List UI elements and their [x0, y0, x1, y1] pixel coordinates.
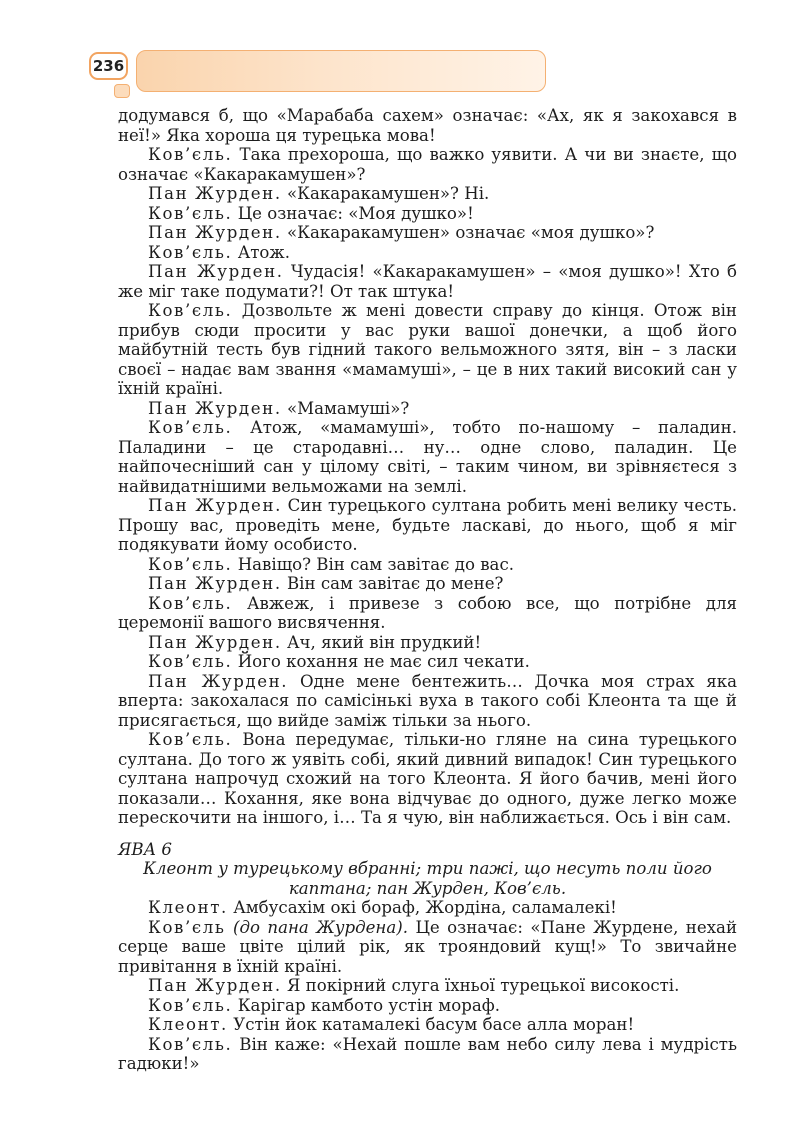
speaker-name: Ков’єль.	[148, 1034, 233, 1054]
dialogue-line: Ков’єль. Навіщо? Він сам завітає до вас.	[148, 554, 515, 574]
speaker-name: Клеонт.	[148, 1015, 228, 1034]
dialogue-line: Ков’єль. Його кохання не має сил чекати.	[148, 652, 530, 671]
dialogue-line: Пан Журден. «Какаракамушен»? Ні.	[148, 184, 490, 203]
speaker-name: Ков’єль.	[148, 145, 233, 164]
dialogue-line: Клеонт. Устін йок катамалекі басум басе алла моран!	[148, 1015, 635, 1034]
dialogue-line: Пан Журден. Він сам завітає до мене?	[148, 574, 504, 593]
speaker-name: Ков’єль.	[148, 203, 233, 223]
dialogue-line: Пан Журден. Син турецького султана робить мені велику честь. Прошу вас, проведіть мене, будьте ласкаві, до нього, щоб я міг подякувати йому особисто.	[118, 496, 738, 554]
speaker-name: Пан Журден.	[148, 976, 282, 995]
page-content	[118, 106, 737, 1074]
speaker-name: Ков’єль.	[148, 652, 233, 671]
speaker-name: Пан Журден.	[148, 574, 282, 593]
dialogue-line: додумався б, що «Марабаба сахем» означає: «Ах, як я закохався в неї!» Яка хороша ця турецька мова!	[118, 106, 737, 145]
scene-title: ЯВА 6	[118, 839, 172, 859]
speaker-name: Клеонт.	[148, 898, 228, 917]
dialogue-line: Ков’єль. Авжеж, і привезе з собою все, що потрібне для церемонії вашого висвячення.	[118, 593, 738, 632]
dialogue-line: Пан Журден. «Какаракамушен» означає «моя душко»?	[148, 223, 655, 242]
stage-direction: (до пана Журдена).	[232, 917, 409, 937]
speaker-name: Ков’єль.	[148, 554, 233, 574]
speaker-name: Пан Журден.	[148, 496, 282, 515]
speaker-name: Ков’єль.	[148, 995, 233, 1015]
dialogue-line: Пан Журден. Я покірний слуга їхньої турецької високості.	[148, 976, 680, 995]
dialogue-line: Ков’єль. Карігар камбото устін мораф.	[148, 995, 500, 1015]
dialogue-line: Ков’єль. Він каже: «Нехай пошле вам небо силу лева і мудрість гадюки!»	[118, 1034, 737, 1073]
speaker-name: Ков’єль.	[148, 593, 233, 613]
dialogue-line: Ков’єль. Атож.	[148, 242, 290, 262]
page-number: 236	[89, 52, 128, 80]
dialogue-line: Ков’єль. Атож, «мамамуші», тобто по-нашому – паладин. Паладини – це стародавні… ну… одне слово, паладин. Це найпочесніший сан у цілому світі, – таким чином, ви зрівняєтеся з найвидатнішими вельможами на землі.	[118, 418, 737, 496]
dialogue-line: Ков’єль. Така прехороша, що важко уявити. А чи ви знаєте, що означає «Какаракамушен»?	[118, 145, 737, 184]
dialogue-line: Пан Журден. Ач, який він прудкий!	[148, 632, 482, 652]
speaker-name: Ков’єль.	[148, 730, 233, 749]
speaker-name: Ков’єль	[148, 917, 226, 937]
dialogue-line: Ков’єль. Вона передумає, тільки-но гляне на сина турецького султана. До того ж уявіть собі, який дивний випадок! Син турецького султана напрочуд схожий на того Клеонта. Я його бачив, мені його показали… Кохання, яке вона відчуває до одного, дуже легко може перескочити на іншого, і… Та я чую, він наближається. Ось і він сам.	[118, 730, 737, 827]
dialogue-line: Пан Журден. Чудасія! «Какаракамушен» – «моя душко»! Хто б же міг таке подумати?! От так штука!	[118, 262, 737, 301]
speaker-name: Ков’єль.	[148, 242, 233, 262]
speaker-name: Пан Журден.	[148, 632, 282, 652]
speaker-name: Пан Журден.	[148, 223, 282, 242]
page-header-bar	[136, 50, 546, 92]
speaker-name: Ков’єль.	[148, 418, 233, 437]
dialogue-line: Ков’єль (до пана Журдена). Це означає: «Пане Журдене, нехай серце ваше цвіте цілий рік, як трояндовий кущ!» То звичайне привітання в їхній країні.	[118, 917, 738, 976]
speaker-name: Пан Журден.	[148, 262, 284, 281]
scene-description: Клеонт у турецькому вбранні; три пажі, що несуть поли його каптана; пан Журден, Ков’єль.	[143, 859, 712, 898]
dialogue-line: Пан Журден. Одне мене бентежить… Дочка моя страх яка вперта: закохалася по самісінькі вуха в такого собі Клеонта та ще й присягається, що вийде заміж тільки за нього.	[118, 671, 737, 730]
page-header-tab	[114, 84, 130, 98]
speaker-name: Пан Журден.	[148, 184, 282, 203]
speaker-name: Пан Журден.	[148, 398, 282, 418]
speaker-name: Пан Журден.	[148, 671, 289, 691]
dialogue-line: Ков’єль. Дозвольте ж мені довести справу до кінця. Отож він прибув сюди просити у вас руки вашої донечки, а щоб його майбутній тесть був гідний такого вельможного зятя, він – з ласки своєї – надає вам звання «мамамуші», – це в них такий високий сан у їхній країні.	[118, 301, 737, 398]
dialogue-line: Ков’єль. Це означає: «Моя душко»!	[148, 203, 474, 223]
speaker-name: Ков’єль.	[148, 301, 233, 320]
dialogue-line: Клеонт. Амбусахім окі бораф, Жордіна, саламалекі!	[148, 898, 617, 917]
dialogue-line: Пан Журден. «Мамамуші»?	[148, 398, 410, 418]
